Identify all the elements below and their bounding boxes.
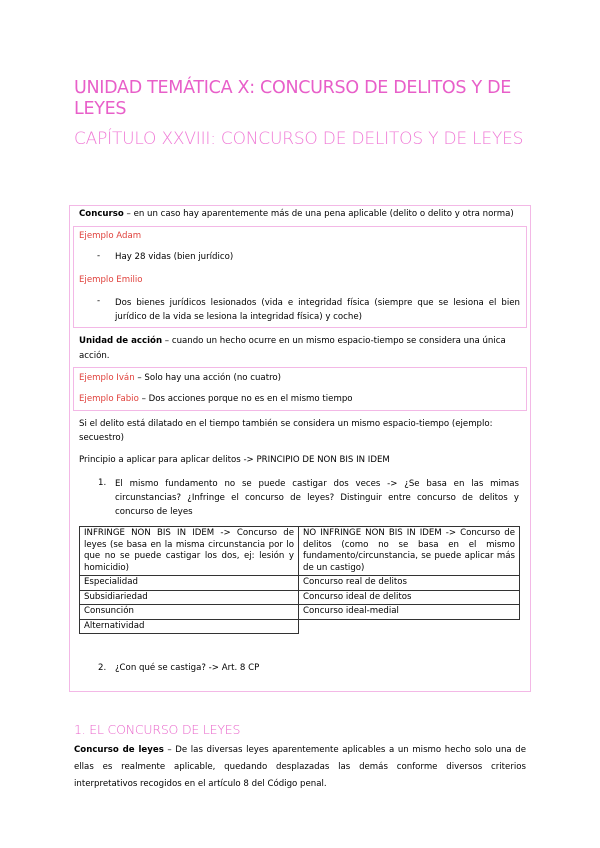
unit-title: UNIDAD TEMÁTICA X: CONCURSO DE DELITOS Y DE LEYES xyxy=(74,78,512,119)
table-cell: Subsidiariedad xyxy=(80,590,299,605)
concurso-def: – en un caso hay aparentemente más de una pena aplicable (delito o delito y otra norma) xyxy=(123,209,514,219)
left-header-cell: INFRINGE NON BIS IN IDEM -> Concurso de leyes (se basa en la misma circunstancia por lo que no se puede castigar los dos, ej: lesión y homicidio) xyxy=(80,527,299,576)
table-cell: Concurso ideal-medial xyxy=(299,605,520,620)
bullet-dash: - xyxy=(97,296,101,306)
unidad-def: – cuando un hecho ocurre en un mismo espacio-tiempo se considera una única acción. xyxy=(79,336,506,361)
section-heading: 1. EL CONCURSO DE LEYES xyxy=(74,722,241,737)
table-cell: Alternatividad xyxy=(80,619,299,634)
ejemplo-ivan xyxy=(79,372,281,384)
table-row xyxy=(80,576,520,591)
section-term: Concurso de leyes xyxy=(74,745,164,755)
principio-note: Principio a aplicar para aplicar delitos -> PRINCIPIO DE NON BIS IN IDEM xyxy=(79,455,390,465)
q2-number: 2. xyxy=(98,663,107,673)
table-cell: Consunción xyxy=(80,605,299,620)
q2-text: ¿Con qué se castiga? -> Art. 8 CP xyxy=(115,663,260,673)
bullet-dash: - xyxy=(97,251,101,261)
emilio-item: Dos bienes jurídicos lesionados (vida e integridad física (siempre que se lesiona el bien jurídico de la vida se lesiona la integridad física) y coche) xyxy=(115,298,520,322)
ivan-text: – Solo hay una acción (no cuatro) xyxy=(134,373,282,383)
chapter-title: CAPÍTULO XXVIII: CONCURSO DE DELITOS Y DE LEYES xyxy=(74,129,524,149)
table-row xyxy=(80,619,520,634)
q1-text: El mismo fundamento no se puede castigar dos veces -> ¿Se basa en las mimas circunstancias? ¿Infringe el concurso de leyes? Distinguir entre concurso de delitos y concurso de leyes xyxy=(115,479,519,517)
table-cell: Especialidad xyxy=(80,576,299,591)
fabio-text: – Dos acciones porque no es en el mismo tiempo xyxy=(138,394,353,404)
table-cell: Concurso real de delitos xyxy=(299,576,520,591)
ejemplo-emilio-label: Ejemplo Emilio xyxy=(79,275,143,285)
section-paragraph xyxy=(74,742,526,793)
empty-cell xyxy=(299,619,520,634)
table-cell: Concurso ideal de delitos xyxy=(299,590,520,605)
non-bis-in-idem-table xyxy=(79,526,520,634)
section-text: – De las diversas leyes aparentemente aplicables a un mismo hecho solo una de ellas es realmente aplicable, quedando desplazadas las demás conforme diversos criterios interpretativos recogidos en el artículo 8 del Código penal. xyxy=(74,745,526,789)
title-block xyxy=(74,78,526,153)
ejemplo-fabio-label: Ejemplo Fabio xyxy=(79,394,139,404)
concurso-term: Concurso xyxy=(79,209,124,219)
table-row xyxy=(80,527,520,576)
concurso-definition xyxy=(79,208,525,220)
ejemplo-fabio xyxy=(79,393,353,405)
dilatado-note: Si el delito está dilatado en el tiempo también se considera un mismo espacio-tiempo (ejemplo: secuestro) xyxy=(79,419,493,443)
ejemplo-adam-label: Ejemplo Adam xyxy=(79,231,142,241)
q1-number: 1. xyxy=(98,478,107,488)
unidad-term: Unidad de acción xyxy=(79,336,163,346)
unidad-accion-definition xyxy=(79,334,519,364)
ejemplo-ivan-label: Ejemplo Iván xyxy=(79,373,135,383)
right-header-cell: NO INFRINGE NON BIS IN IDEM -> Concurso de delitos (como no se basa en el mismo fundamento/circunstancia, se puede aplicar más de un castigo) xyxy=(299,527,520,576)
table-row xyxy=(80,590,520,605)
table-row xyxy=(80,605,520,620)
adam-item: Hay 28 vidas (bien jurídico) xyxy=(115,252,234,262)
